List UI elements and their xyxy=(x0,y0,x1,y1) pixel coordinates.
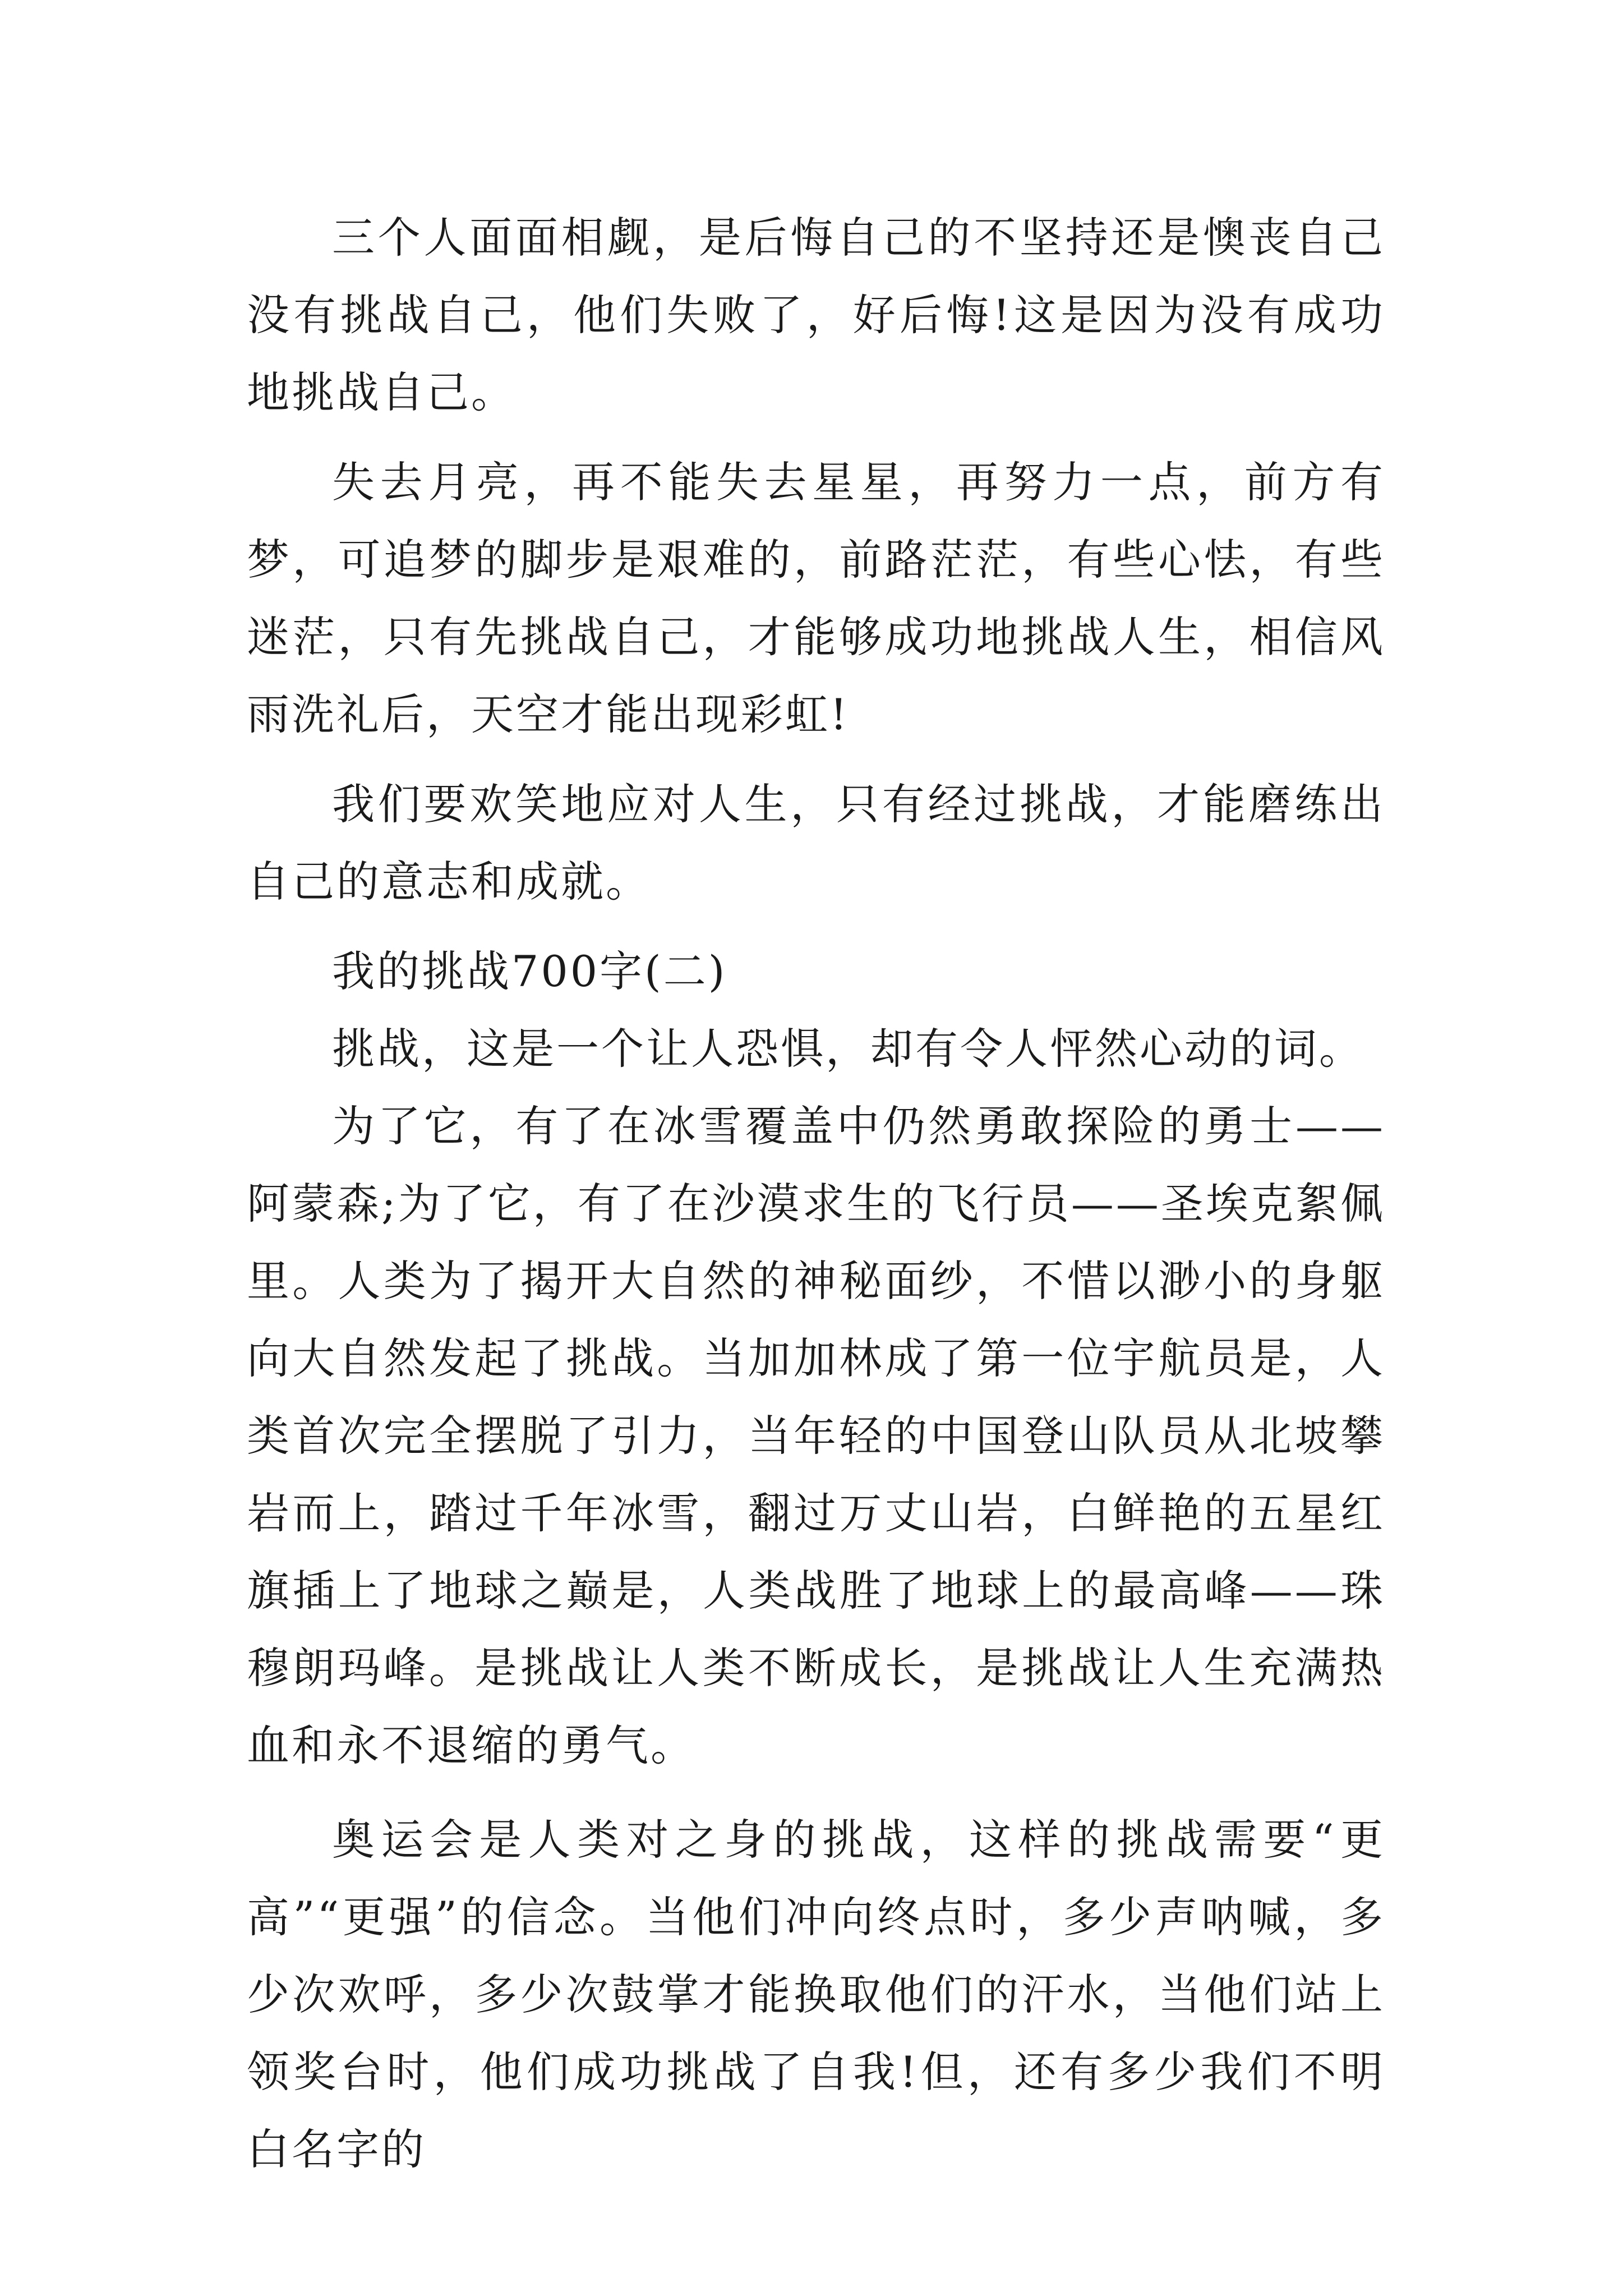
paragraph-explorers: 为了它，有了在冰雪覆盖中仍然勇敢探险的勇士——阿蒙森;为了它，有了在沙漠求生的飞行员——圣埃克絮佩里。人类为了揭开大自然的神秘面纱，不惜以渺小的身躯向大自然发起了挑战。当加加林成了第一位宇航员是，人类首次完全摆脱了引力，当年轻的中国登山队员从北坡攀岩而上，踏过千年冰雪，翻过万丈山岩，白鲜艳的五星红旗插上了地球之巅是，人类战胜了地球上的最高峰——珠穆朗玛峰。是挑战让人类不断成长，是挑战让人生充满热血和永不退缩的勇气。 xyxy=(247,1101,1385,1770)
paragraph-face-life: 我们要欢笑地应对人生，只有经过挑战，才能磨练出自己的意志和成就。 xyxy=(247,779,1385,907)
paragraph-challenge-word: 挑战，这是一个让人恐惧，却有令人怦然心动的词。 xyxy=(332,1024,1364,1074)
paragraph-olympics: 奥运会是人类对之身的挑战，这样的挑战需要“更高”“更强”的信念。当他们冲向终点时，多少声呐喊，多少次欢呼，多少次鼓掌才能换取他们的汗水，当他们站上领奖台时，他们成功挑战了自我!但，还有多少我们不明白名字的 xyxy=(247,1815,1385,2174)
document-body xyxy=(247,199,1385,2188)
section-heading: 我的挑战700字(二) xyxy=(332,946,727,996)
paragraph-regret: 三个人面面相觑，是后悔自己的不坚持还是懊丧自己没有挑战自己，他们失败了，好后悔!这是因为没有成功地挑战自己。 xyxy=(247,213,1385,417)
paragraph-moon-stars: 失去月亮，再不能失去星星，再努力一点，前方有梦，可追梦的脚步是艰难的，前路茫茫，有些心怯，有些迷茫，只有先挑战自己，才能够成功地挑战人生，相信风雨洗礼后，天空才能出现彩虹! xyxy=(247,457,1385,739)
